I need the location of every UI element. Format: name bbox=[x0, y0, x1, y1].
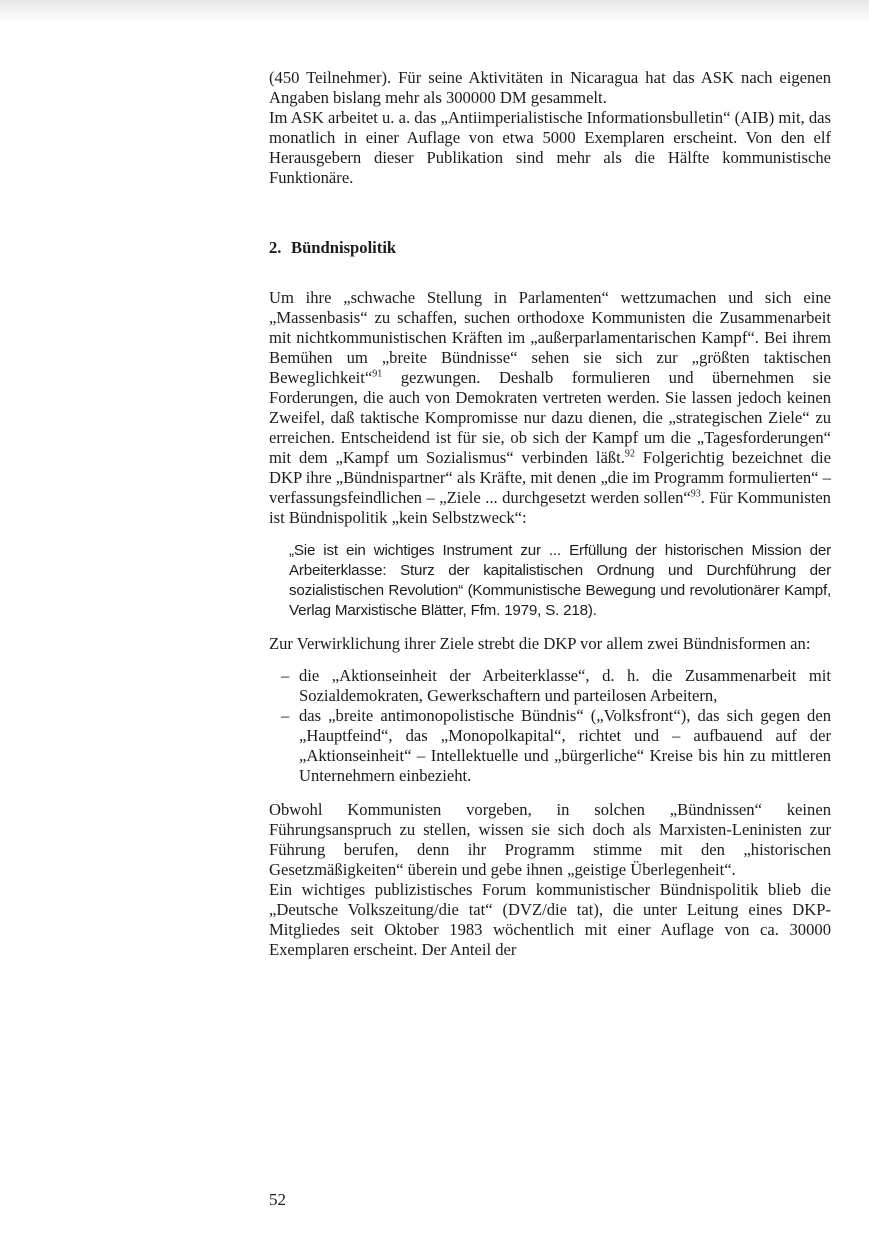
text-run: . Für Kommunisten ist Bündnispolitik „kein Selbstzweck“: bbox=[269, 488, 831, 527]
footnote-ref-92: 92 bbox=[624, 448, 635, 460]
list-item-text: die „Aktionseinheit der Arbeiterklasse“, d. h. die Zusammenarbeit mit Sozialdemokraten, Gewerkschaftern und parteilosen Arbeitern, bbox=[299, 666, 831, 705]
footnote-ref-91: 91 bbox=[372, 368, 383, 380]
list-item bbox=[269, 666, 831, 706]
paragraph-ask-funding: (450 Teilnehmer). Für seine Aktivitäten in Nicaragua hat das ASK nach eigenen Angaben bislang mehr als 300000 DM gesammelt. bbox=[269, 68, 831, 107]
block-quote: „Sie ist ein wichtiges Instrument zur ... Erfüllung der historischen Mission der Arbeiterklasse: Sturz der kapitalistischen Ordnung und Durchführung der sozialistischen Revolution“ (Kommunistische Bewegung und revolutionärer Kampf, Verlag Marxistische Blätter, Ffm. 1979, S. 218). bbox=[289, 542, 831, 619]
section-heading bbox=[269, 238, 831, 258]
text-run: Folgerichtig bezeichnet die DKP ihre „Bündnispartner“ als Kräfte, mit denen „die im Programm formulierten“ – verfassungsfeindlichen – „Ziele ... durchgesetzt werden sollen“ bbox=[269, 448, 831, 507]
scan-top-edge bbox=[0, 0, 869, 22]
paragraph-aib: Im ASK arbeitet u. a. das „Antiimperialistische Informationsbulletin“ (AIB) mit, das monatlich in einer Auflage von etwa 5000 Exemplaren erscheint. Von den elf Herausgebern dieser Publikation sind mehr als die Hälfte kommunistische Funktionäre. bbox=[269, 108, 831, 187]
list-dash: – bbox=[281, 666, 290, 685]
paragraph-dvz: Ein wichtiges publizistisches Forum kommunistischer Bündnispolitik blieb die „Deutsche Volkszeitung/die tat“ (DVZ/die tat), die unter Leitung eines DKP-Mitgliedes seit Oktober 1983 wöchentlich mit einer Auflage von ca. 30000 Exemplaren erscheint. Der Anteil der bbox=[269, 880, 831, 959]
list-item bbox=[269, 706, 831, 786]
buendnisformen-list bbox=[269, 666, 831, 786]
footnote-ref-93: 93 bbox=[690, 488, 701, 500]
document-body bbox=[269, 68, 831, 960]
paragraph-buendnisformen: Zur Verwirklichung ihrer Ziele strebt die DKP vor allem zwei Bündnisformen an: bbox=[269, 634, 811, 653]
paragraph-buendnispolitik-intro bbox=[269, 288, 831, 528]
text-run: gezwungen. Deshalb formulieren und übernehmen sie Forderungen, die auch von Demokraten vertreten werden. Sie lassen jedoch keinen Zweifel, daß taktische Kompromisse nur dazu dienen, die „strategischen Ziele“ zu erreichen. Entscheidend ist für sie, ob sich der Kampf um die „Tagesforderungen“ mit dem „Kampf um Sozialismus“ verbinden läßt. bbox=[269, 368, 831, 467]
list-dash: – bbox=[281, 706, 290, 725]
section-title: Bündnispolitik bbox=[291, 238, 397, 257]
paragraph-fuehrungsanspruch: Obwohl Kommunisten vorgeben, in solchen „Bündnissen“ keinen Führungsanspruch zu stellen, wissen sie sich doch als Marxisten-Leninisten zur Führung berufen, denn ihr Programm stimme mit den „historischen Gesetzmäßigkeiten“ überein und gebe ihnen „geistige Überlegenheit“. bbox=[269, 800, 831, 879]
text-run: Um ihre „schwache Stellung in Parlamenten“ wettzumachen und sich eine „Massenbasis“ zu schaffen, suchen orthodoxe Kommunisten die Zusammenarbeit mit nichtkommunistischen Kräften im „außerparlamentarischen Kampf“. Bei ihrem Bemühen um „breite Bündnisse“ sehen sie sich zur „größten taktischen Beweglichkeit“ bbox=[269, 288, 831, 387]
list-item-text: das „breite antimonopolistische Bündnis“ („Volksfront“), das sich gegen den „Hauptfeind“, das „Monopolkapital“, richtet und – aufbauend auf der „Aktionseinheit“ – Intellektuelle und „bürgerliche“ Kreise bis hin zu mittleren Unternehmern einbezieht. bbox=[299, 706, 831, 785]
page-number: 52 bbox=[269, 1190, 286, 1209]
section-number: 2. bbox=[269, 238, 282, 257]
